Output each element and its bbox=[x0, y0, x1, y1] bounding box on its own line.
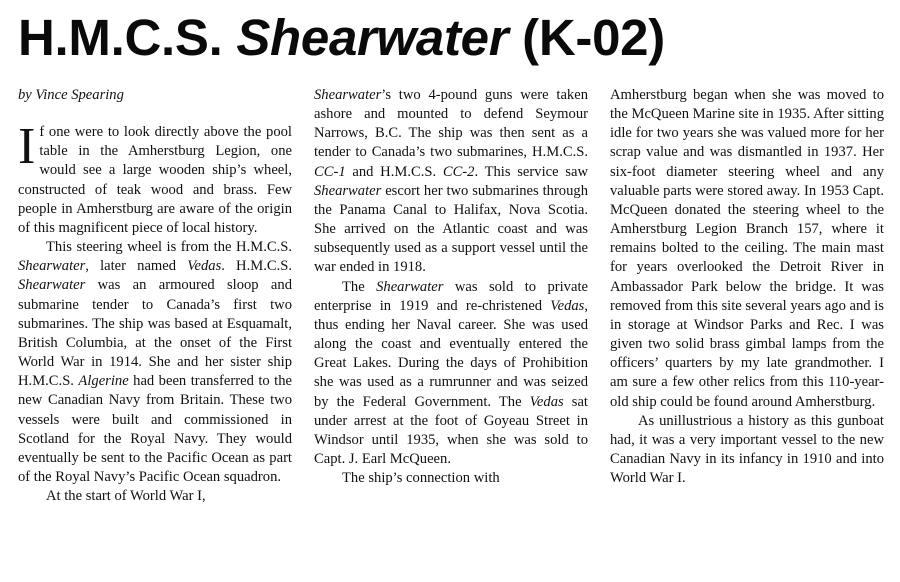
paragraph-4: The Shearwater was sold to private enterprise in 1919 and re-christened Vedas, thus ending her Naval career. She was used along the coast and eventually entered the Great Lakes. During the days of Prohibition she was used as a rumrunner and was seized by the Federal Government. The Vedas sat under arrest at the foot of Goyeau Street in Windsor until 1935, when she was sold to Capt. J. Earl McQueen. bbox=[314, 278, 588, 467]
article-title bbox=[18, 6, 665, 70]
paragraph-5-cont: Amherstburg began when she was moved to the McQueen Marine site in 1935. After sitting idle for two years she was valued more for her scrap value and was dismantled in 1937. Her six-foot diameter steering wheel and any valuable parts were stored away. In 1953 Capt. McQueen donated the steering wheel to the Amherstburg Legion Branch 157, where it remains bolted to the ceiling. The main mast for years overlooked the Detroit River in Ambassador Park below the bridge. It was removed from this site several years ago and is in storage at Windsor Parks and Rec. I was given two solid brass gimbal lamps from the officers’ quarters by my late grandmother. I am sure a few other relics from this 110-year-old ship could be found around Amherstburg. bbox=[610, 87, 884, 410]
byline: by Vince Spearing bbox=[18, 87, 124, 103]
column-1 bbox=[18, 86, 292, 576]
paragraph-2: This steering wheel is from the H.M.C.S. Shearwater, later named Vedas. H.M.C.S. Shearwater was an armoured sloop and submarine tender to Canada’s first two submarines. The ship was based at Esquamalt, British Columbia, at the onset of the First World War in 1914. She and her sister ship H.M.C.S. Algerine had been transferred to the new Canadian Navy from Britain. These two vessels were built and commissioned in Scotland for the Royal Navy. They would eventually be sent to the Pacific Ocean as part of the Royal Navy’s Pacific Ocean squadron. bbox=[18, 239, 292, 485]
paragraph-3-cont: Shearwater’s two 4-pound guns were taken ashore and mounted to defend Seymour Narrows, B.C. The ship was then sent as a tender to Canada’s two submarines, H.M.C.S. CC-1 and H.M.C.S. CC-2. This service saw Shearwater escort her two submarines through the Panama Canal to Halifax, Nova Scotia. She arrived on the Atlantic coast and was subsequently used as a support vessel until the war ended in 1918. bbox=[314, 87, 588, 276]
paragraph-3-start: At the start of World War I, bbox=[46, 488, 206, 505]
title-suffix: (K-02) bbox=[508, 9, 665, 66]
title-ship-name: Shearwater bbox=[236, 9, 509, 66]
column-2 bbox=[314, 86, 588, 576]
drop-cap: I bbox=[18, 118, 36, 176]
paragraph-1: If one were to look directly above the pool table in the Amherstburg Legion, one would see a large wooden ship’s wheel, constructed of teak wood and brass. Few people in Amherstburg are aware of the origin of this magnificent piece of local history. bbox=[18, 118, 292, 236]
paragraph-5-start: The ship’s connection with bbox=[342, 470, 500, 487]
paragraph-6: As unillustrious a history as this gunboat had, it was a very important vessel to the new Canadian Navy in its infancy in 1910 and into World War I. bbox=[610, 412, 884, 487]
title-prefix: H.M.C.S. bbox=[18, 9, 237, 66]
column-3 bbox=[610, 86, 884, 576]
article-body bbox=[18, 86, 884, 576]
